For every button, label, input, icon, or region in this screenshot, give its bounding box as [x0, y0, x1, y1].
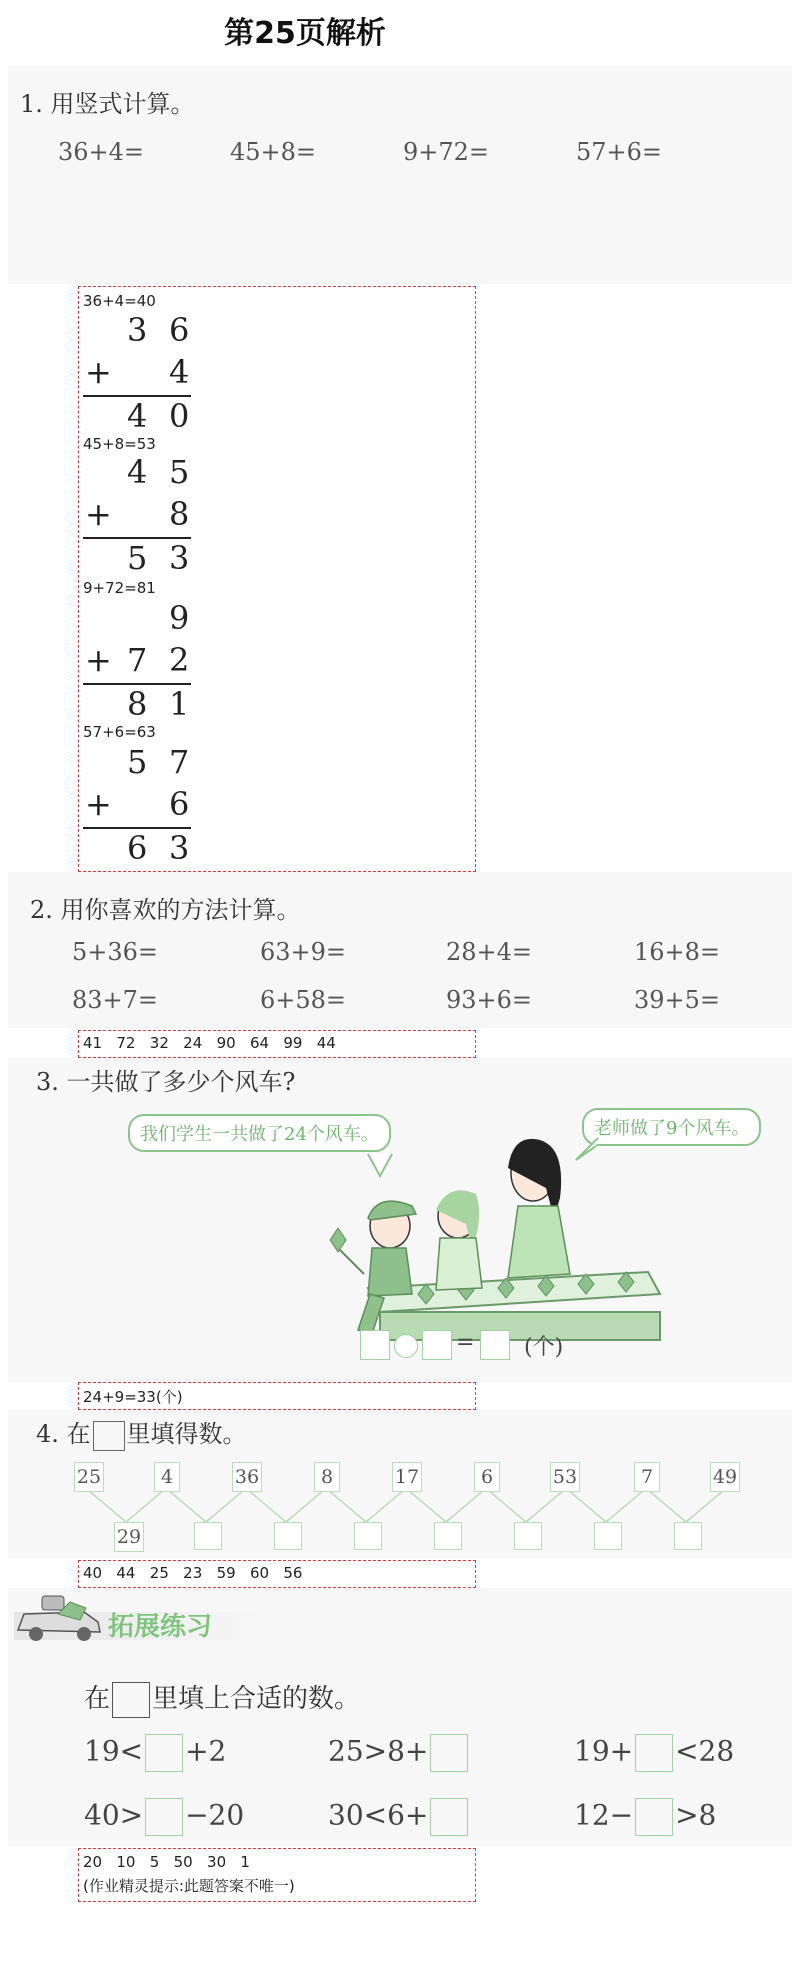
answer-box[interactable]: [430, 1798, 468, 1836]
top-number: 7: [634, 1462, 660, 1492]
question-4-panel: [8, 1410, 792, 1558]
vertical-calc-label: 45+8=53: [83, 435, 156, 453]
vertical-calc-2: [79, 431, 239, 575]
extension-answer-note: (作业精灵提示:此题答案不唯一): [83, 1877, 295, 1895]
q4-answer-box: [78, 1560, 476, 1588]
q1-answer-box: [78, 286, 476, 872]
addend-row: + 6: [85, 785, 190, 823]
result-box[interactable]: [674, 1522, 702, 1550]
top-number: 53: [550, 1462, 580, 1492]
extension-title: 在 里填上合适的数。: [84, 1678, 360, 1718]
result-row: 5 3: [127, 539, 190, 577]
result-row: 4 0: [127, 397, 190, 435]
q2-answer-box: [78, 1030, 476, 1058]
extension-banner-title: 拓展练习: [108, 1612, 213, 1642]
result-row: 8 1: [127, 685, 190, 723]
unit-label: (个): [524, 1335, 564, 1360]
inequality: 30<6+: [328, 1798, 470, 1836]
question-2-panel: [8, 872, 792, 1028]
vertical-calc-3: [79, 577, 239, 721]
operator-circle[interactable]: [394, 1334, 418, 1358]
answer-box[interactable]: [635, 1734, 673, 1772]
question-1-panel: [8, 66, 792, 284]
top-number: 25: [74, 1462, 104, 1492]
q2-expr: 5+36=: [72, 938, 159, 966]
result-box[interactable]: [594, 1522, 622, 1550]
q2-expr: 28+4=: [446, 938, 533, 966]
equation-box-3[interactable]: [480, 1330, 510, 1360]
q2-answer-text: 41 72 32 24 90 64 99 44: [83, 1034, 336, 1052]
q1-expr-1: 36+4=: [58, 138, 145, 166]
q2-expr: 63+9=: [260, 938, 347, 966]
vertical-calc-label: 9+72=81: [83, 579, 156, 597]
addend-row: 3 6: [127, 311, 190, 349]
q2-expr: 39+5=: [634, 986, 721, 1014]
q1-expr-4: 57+6=: [576, 138, 663, 166]
result-box[interactable]: 29: [114, 1522, 144, 1552]
extension-answer-text: 20 10 5 50 30 1: [83, 1853, 250, 1871]
top-number: 4: [154, 1462, 180, 1492]
q2-expr: 6+58=: [260, 986, 347, 1014]
equals-sign: =: [456, 1330, 475, 1355]
question-1-title: 1. 用竖式计算。: [20, 90, 195, 118]
result-box[interactable]: [274, 1522, 302, 1550]
inequality: 40> −20: [84, 1798, 244, 1836]
addend-row: + 8: [85, 495, 190, 533]
addend-row: + 7 2: [85, 641, 190, 679]
top-number: 36: [232, 1462, 262, 1492]
addend-row: 4 5: [127, 453, 190, 491]
question-3-title: 3. 一共做了多少个风车?: [36, 1068, 296, 1096]
inequality: 19+ <28: [574, 1734, 734, 1772]
teacher-speech-bubble: 老师做了9个风车。: [582, 1108, 761, 1146]
answer-box[interactable]: [145, 1734, 183, 1772]
top-number: 6: [474, 1462, 500, 1492]
vertical-calc-1: [79, 287, 239, 435]
q4-answer-text: 40 44 25 23 59 60 56: [83, 1564, 303, 1582]
result-row: 6 3: [127, 829, 190, 867]
addend-row: + 4: [85, 353, 190, 391]
equation-box-2[interactable]: [422, 1330, 452, 1360]
q2-expr: 93+6=: [446, 986, 533, 1014]
answer-box[interactable]: [635, 1798, 673, 1836]
students-speech-bubble: 我们学生一共做了24个风车。: [128, 1114, 391, 1152]
q1-expr-3: 9+72=: [403, 138, 490, 166]
inequality: 12− >8: [574, 1798, 716, 1836]
inequality: 25>8+: [328, 1734, 470, 1772]
top-number: 49: [710, 1462, 740, 1492]
result-box[interactable]: [354, 1522, 382, 1550]
q3-answer-box: [78, 1382, 476, 1410]
result-box[interactable]: [434, 1522, 462, 1550]
blank-box-icon: [112, 1682, 150, 1718]
q2-expr: 83+7=: [72, 986, 159, 1014]
inequality: 19< +2: [84, 1734, 226, 1772]
q1-expr-2: 45+8=: [230, 138, 317, 166]
top-number: 8: [314, 1462, 340, 1492]
addend-row: 5 7: [127, 743, 190, 781]
result-box[interactable]: [514, 1522, 542, 1550]
extension-answer-box: [78, 1848, 476, 1902]
result-box[interactable]: [194, 1522, 222, 1550]
top-number: 17: [392, 1462, 422, 1492]
answer-box[interactable]: [145, 1798, 183, 1836]
question-3-panel: [8, 1058, 792, 1382]
extension-panel: [8, 1588, 792, 1846]
answer-box[interactable]: [430, 1734, 468, 1772]
truck-icon: [14, 1590, 106, 1646]
q3-answer-text: 24+9=33(个): [83, 1388, 183, 1406]
page-title: 第25页解析: [224, 16, 386, 51]
question-2-title: 2. 用你喜欢的方法计算。: [30, 896, 301, 924]
q2-expr: 16+8=: [634, 938, 721, 966]
question-4-title: 4. 在 里填得数。: [36, 1414, 247, 1451]
addend-row: 9: [169, 599, 190, 637]
equation-box-1[interactable]: [360, 1330, 390, 1360]
vertical-calc-label: 57+6=63: [83, 723, 156, 741]
vertical-calc-label: 36+4=40: [83, 292, 156, 310]
vertical-calc-4: [79, 721, 239, 865]
